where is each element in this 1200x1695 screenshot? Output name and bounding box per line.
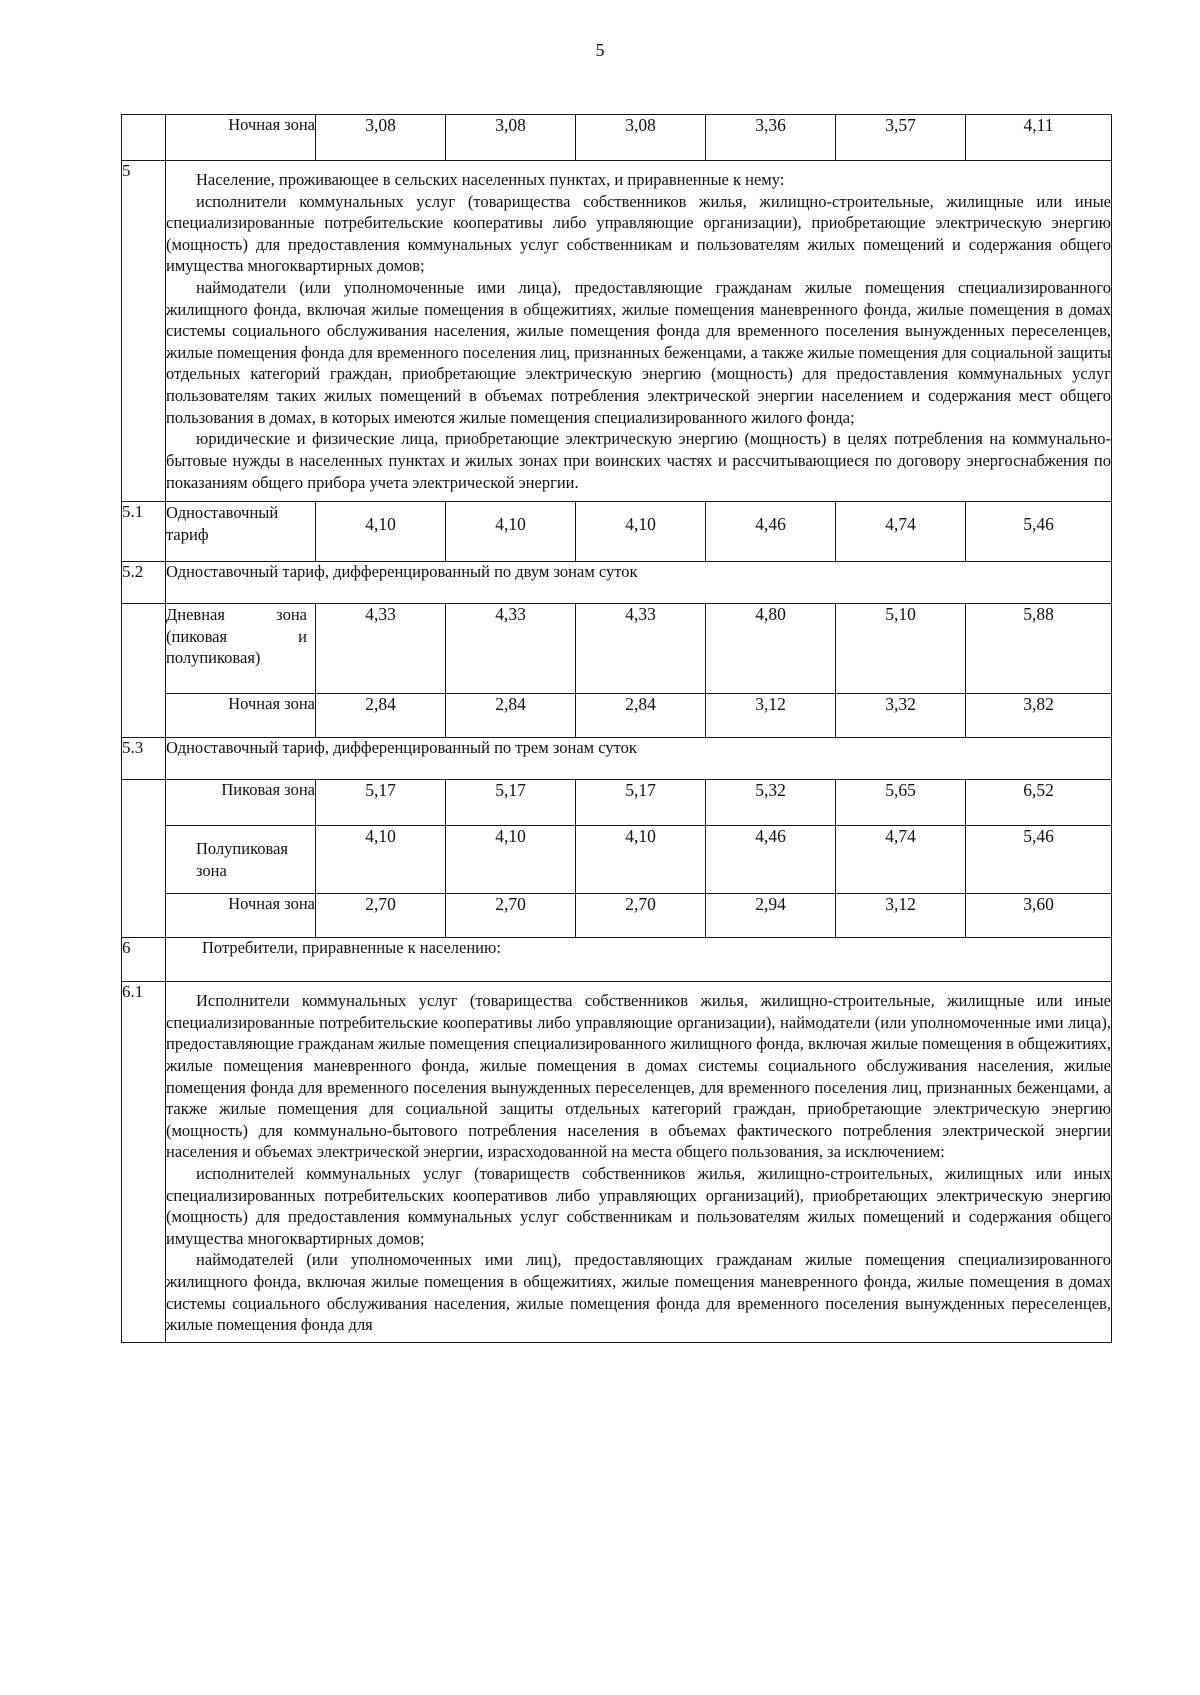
value-cell: 3,36 [706, 115, 836, 161]
paragraph: наймодатели (или уполномоченные ими лица), предоставляющие гражданам жилые помещения специализированного жилищного фонда, включая жилые помещения в общежитиях, жилые помещения маневренного фонда, жилые помещения в домах системы социального обслуживания населения, жилые помещения фонда для временного поселения вынужденных переселенцев, жилые помещения фонда для временного поселения лиц, признанных беженцами, а также жилые помещения для социальной защиты отдельных категорий граждан, приобретающие электрическую энергию (мощность) для предоставления коммунальных услуг пользователям таких жилых помещений в объемах потребления электрической энергии населением и содержания мест общего пользования в домах, в которых имеются жилые помещения специализированного жилого фонда; [166, 278, 1111, 427]
value-cell: 4,10 [576, 502, 706, 562]
zone-label: Ночная зона [166, 694, 316, 738]
value-cell: 5,65 [836, 780, 966, 826]
row-number: 5.2 [122, 562, 166, 604]
zone-label: Дневная зона (пиковая и полупиковая) [166, 604, 316, 694]
paragraph: исполнителей коммунальных услуг (товариществ собственников жилья, жилищно-строительных, жилищных или иных специализированных потребительских кооперативов либо управляющих организаций), приобретающих электрическую энергию (мощность) для предоставления коммунальных услуг собственникам и пользователям жилых помещений и содержания общего имущества многоквартирных домов; [166, 1164, 1111, 1248]
value-cell: 2,70 [446, 894, 576, 938]
value-cell: 4,46 [706, 502, 836, 562]
table-row [122, 894, 1112, 938]
value-cell: 4,11 [966, 115, 1112, 161]
row-number: 6.1 [122, 982, 166, 1343]
value-cell: 4,10 [316, 502, 446, 562]
paragraph: Население, проживающее в сельских населенных пунктах, и приравненные к нему: [196, 170, 785, 189]
value-cell: 4,74 [836, 502, 966, 562]
row-description [166, 982, 1112, 1343]
row-heading: Одноставочный тариф, дифференцированный по трем зонам суток [166, 738, 1112, 780]
row-heading: Потребители, приравненные к населению: [166, 938, 1112, 982]
value-cell: 3,60 [966, 894, 1112, 938]
zone-label: Пиковая зона [166, 780, 316, 826]
value-cell: 5,46 [966, 826, 1112, 894]
value-cell: 4,80 [706, 604, 836, 694]
value-cell: 2,84 [316, 694, 446, 738]
row-number: 6 [122, 938, 166, 982]
page-number: 5 [595, 40, 605, 60]
value-cell: 4,46 [706, 826, 836, 894]
zone-label: Ночная зона [166, 115, 316, 161]
value-cell: 4,74 [836, 826, 966, 894]
value-cell: 3,32 [836, 694, 966, 738]
value-cell: 5,88 [966, 604, 1112, 694]
value-cell: 5,17 [316, 780, 446, 826]
table-row [122, 738, 1112, 780]
value-cell: 6,52 [966, 780, 1112, 826]
value-cell: 3,08 [576, 115, 706, 161]
row-number: 5 [122, 161, 166, 502]
table-row [122, 502, 1112, 562]
value-cell: 3,08 [316, 115, 446, 161]
value-cell: 2,84 [446, 694, 576, 738]
table-row [122, 604, 1112, 694]
paragraph: Исполнители коммунальных услуг (товарищества собственников жилья, жилищно-строительные, жилищные или иные специализированные потребительские кооперативы либо управляющие организации), наймодатели (или уполномоченные ими лица), предоставляющие гражданам жилые помещения специализированного жилищного фонда, включая жилые помещения в общежитиях, жилые помещения маневренного фонда, жилые помещения в домах системы социального обслуживания населения, жилые помещения фонда для временного поселения вынужденных переселенцев, для временного поселения лиц, признанных беженцами, а также жилые помещения для социальной защиты отдельных категорий граждан, приобретающие электрическую энергию (мощность) для коммунально-бытового потребления населения в объемах фактического потребления электрической энергии населения и объемах электрической энергии, израсходованной на места общего пользования, за исключением: [166, 991, 1111, 1162]
row-description [166, 161, 1112, 502]
table-row [122, 780, 1112, 826]
row-heading: Одноставочный тариф, дифференцированный по двум зонам суток [166, 562, 1112, 604]
paragraph: исполнители коммунальных услуг (товарищества собственников жилья, жилищно-строительные, жилищные или иные специализированные потребительские кооперативы либо управляющие организации), приобретающие электрическую энергию (мощность) для предоставления коммунальных услуг собственникам и пользователям жилых помещений и содержания общего имущества многоквартирных домов; [166, 191, 1111, 276]
value-cell: 4,10 [576, 826, 706, 894]
value-cell: 4,10 [316, 826, 446, 894]
table-row [122, 938, 1112, 982]
value-cell: 3,57 [836, 115, 966, 161]
table-row [122, 115, 1112, 161]
paragraph: наймодателей (или уполномоченных ими лиц), предоставляющих гражданам жилые помещения специализированного жилищного фонда, включая жилые помещения в общежитиях, жилые помещения маневренного фонда, жилые помещения в домах системы социального обслуживания населения, жилые помещения фонда для временного поселения вынужденных переселенцев, жилые помещения фонда для [166, 1250, 1111, 1335]
zone-label: Полупиковая зона [166, 826, 316, 894]
value-cell: 2,70 [316, 894, 446, 938]
table-row [122, 562, 1112, 604]
row-number: 5.3 [122, 738, 166, 780]
zone-label: Ночная зона [166, 894, 316, 938]
value-cell: 5,46 [966, 502, 1112, 562]
value-cell: 5,17 [446, 780, 576, 826]
value-cell: 4,10 [446, 826, 576, 894]
value-cell: 5,17 [576, 780, 706, 826]
value-cell: 5,32 [706, 780, 836, 826]
table-row [122, 161, 1112, 502]
table-row [122, 982, 1112, 1343]
paragraph: юридические и физические лица, приобретающие электрическую энергию (мощность) в целях потребления на коммунально-бытовые нужды в населенных пунктах и жилых зонах при воинских частях и рассчитывающиеся по договору энергоснабжения по показаниям общего прибора учета электрической энергии. [166, 429, 1111, 492]
table-row [122, 826, 1112, 894]
value-cell: 3,12 [706, 694, 836, 738]
value-cell: 4,33 [576, 604, 706, 694]
value-cell: 3,12 [836, 894, 966, 938]
row-number: 5.1 [122, 502, 166, 562]
value-cell: 2,84 [576, 694, 706, 738]
value-cell: 2,94 [706, 894, 836, 938]
value-cell: 4,33 [446, 604, 576, 694]
value-cell: 3,08 [446, 115, 576, 161]
value-cell: 2,70 [576, 894, 706, 938]
value-cell: 4,33 [316, 604, 446, 694]
value-cell: 5,10 [836, 604, 966, 694]
tariff-table [121, 114, 1112, 1343]
tariff-label: Одноставочный тариф [166, 502, 316, 562]
table-row [122, 694, 1112, 738]
value-cell: 3,82 [966, 694, 1112, 738]
value-cell: 4,10 [446, 502, 576, 562]
